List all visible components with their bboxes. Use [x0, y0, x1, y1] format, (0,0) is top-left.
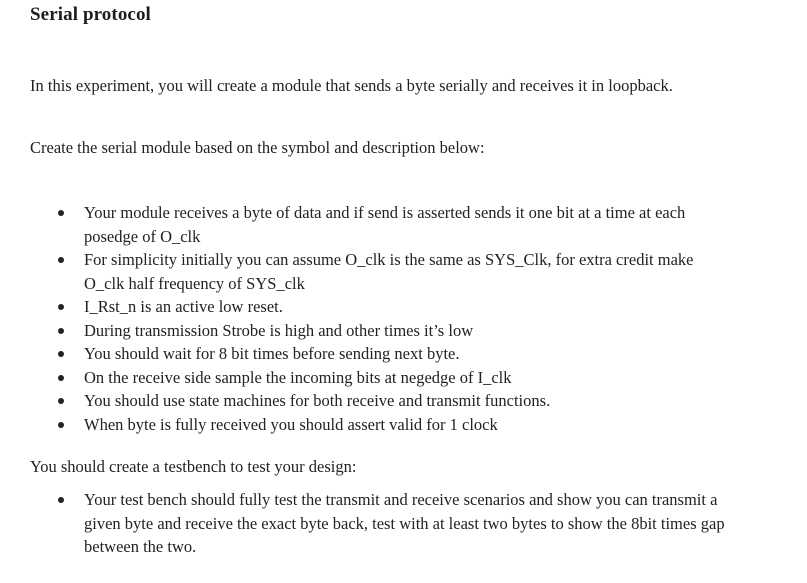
page-title: Serial protocol [30, 4, 151, 25]
bullet-icon [58, 351, 64, 357]
list-item [0, 295, 740, 319]
testbench-requirements-list [0, 488, 760, 559]
bullet-icon [58, 497, 64, 503]
bullet-icon [58, 422, 64, 428]
bullet-icon [58, 210, 64, 216]
bullet-icon [58, 375, 64, 381]
bullet-icon [58, 398, 64, 404]
list-item-text: Your module receives a byte of data and if send is asserted sends it one bit at a time at each posedge of O_clk [84, 203, 686, 246]
list-item-text: For simplicity initially you can assume O_clk is the same as SYS_Clk, for extra credit make O_clk half frequency of SYS_clk [84, 250, 694, 293]
bullet-icon [58, 304, 64, 310]
list-item [0, 248, 740, 295]
bullet-icon [58, 328, 64, 334]
list-item-text: During transmission Strobe is high and other times it’s low [84, 320, 474, 340]
list-item-text: You should wait for 8 bit times before sending next byte. [84, 344, 460, 363]
testbench-instruction: You should create a testbench to test your design: [30, 457, 357, 476]
intro-paragraph: In this experiment, you will create a module that sends a byte serially and receives it in loopback. [30, 76, 673, 95]
list-item-text: Your test bench should fully test the transmit and receive scenarios and show you can transmit a given byte and receive the exact byte back, test with at least two bytes to show the 8bit times gap between the two. [84, 490, 725, 556]
list-item-text: On the receive side sample the incoming bits at negedge of I_clk [84, 367, 512, 387]
create-instruction: Create the serial module based on the symbol and description below: [30, 138, 485, 157]
list-item [0, 366, 740, 390]
bullet-icon [58, 257, 64, 263]
list-item [0, 201, 740, 248]
list-item [0, 413, 740, 437]
module-requirements-list [0, 201, 740, 436]
list-item [0, 389, 740, 413]
list-item-text: You should use state machines for both receive and transmit functions. [84, 391, 551, 410]
list-item [0, 488, 760, 559]
list-item [0, 342, 740, 366]
list-item-text: When byte is fully received you should assert valid for 1 clock [84, 414, 498, 434]
list-item [0, 319, 740, 343]
list-item-text: I_Rst_n is an active low reset. [84, 297, 283, 316]
